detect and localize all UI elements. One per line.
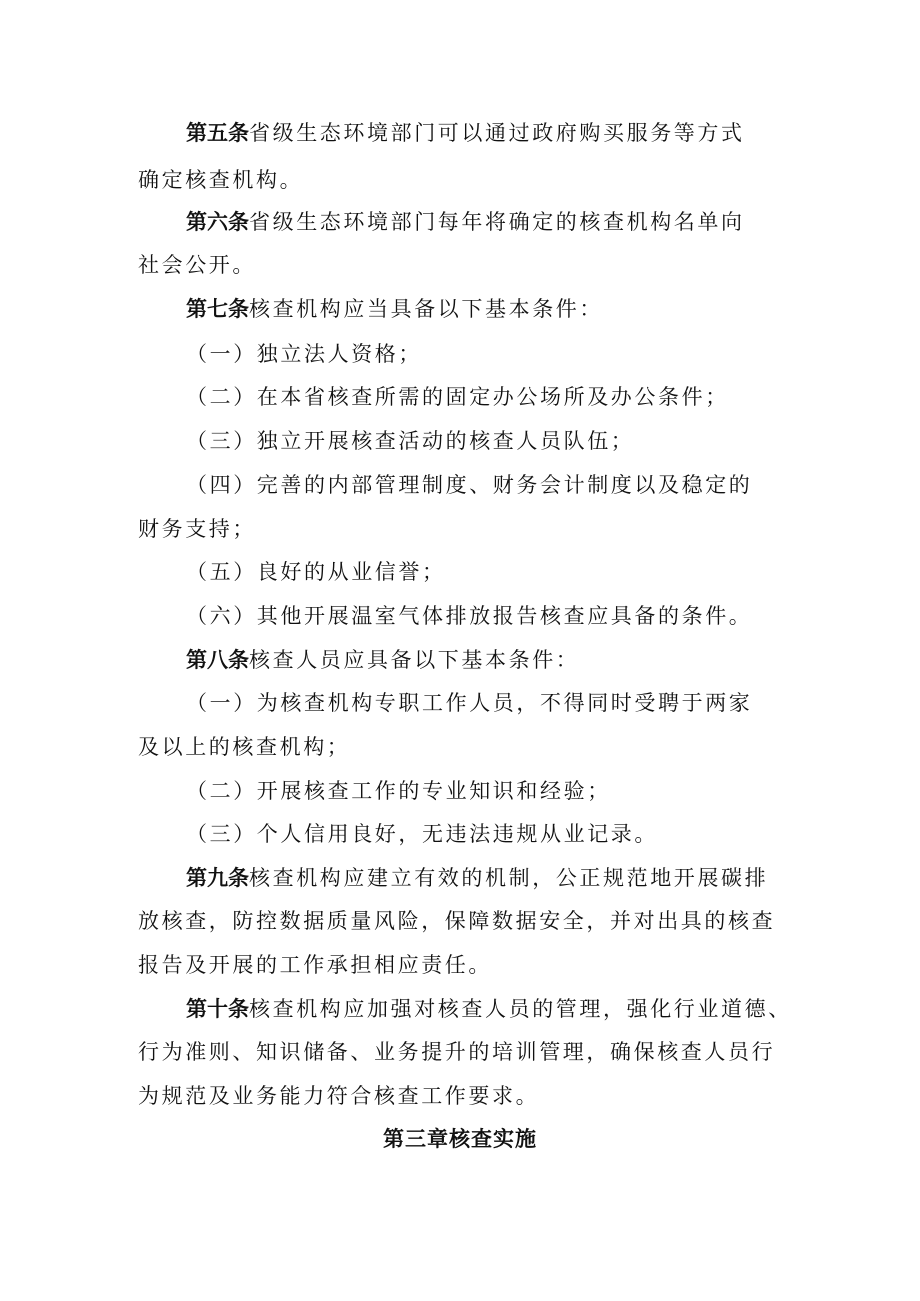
article-7-text: 核查机构应当具备以下基本条件： <box>249 297 603 321</box>
article-7-line-1 <box>186 294 826 324</box>
article-7-item-4: （四）完善的内部管理制度、财务会计制度以及稳定的 <box>186 473 753 497</box>
article-7-item-2: （二）在本省核查所需的固定办公场所及办公条件； <box>186 385 729 409</box>
article-10-line-3: 为规范及业务能力符合核查工作要求。 <box>138 1084 540 1108</box>
article-8-text: 核查人员应具备以下基本条件： <box>249 648 580 672</box>
article-5-line-2: 确定核查机构。 <box>138 168 304 192</box>
article-6-heading: 第六条 <box>186 210 249 234</box>
article-8-line-1 <box>186 645 826 675</box>
article-9-heading: 第九条 <box>186 866 249 890</box>
article-7-item-1: （一）独立法人资格； <box>186 342 422 366</box>
article-6-text: 省级生态环境部门每年将确定的核查机构名单向 <box>249 210 745 234</box>
article-8-heading: 第八条 <box>186 648 249 672</box>
article-10-line-2: 行为准则、知识储备、业务提升的培训管理，确保核查人员行 <box>138 1040 776 1064</box>
article-6-line-1 <box>186 207 826 237</box>
article-8-item-2: （二）开展核查工作的专业知识和经验； <box>186 779 611 803</box>
article-9-line-2: 放核查，防控数据质量风险，保障数据安全，并对出具的核查 <box>138 909 776 933</box>
article-10-text: 核查机构应加强对核查人员的管理，强化行业道德、 <box>249 997 792 1021</box>
article-5-line-1 <box>186 118 826 148</box>
article-5-heading: 第五条 <box>186 121 249 145</box>
article-8-item-3: （三）个人信用良好，无违法违规从业记录。 <box>186 822 658 846</box>
article-9-line-3: 报告及开展的工作承担相应责任。 <box>138 953 492 977</box>
article-8-item-1: （一）为核查机构专职工作人员，不得同时受聘于两家 <box>186 691 753 715</box>
article-7-item-5: （五）良好的从业信誉； <box>186 560 446 584</box>
chapter-3-heading: 第三章核查实施 <box>383 1127 537 1151</box>
article-7-item-3: （三）独立开展核查活动的核查人员队伍； <box>186 429 635 453</box>
article-10-line-1 <box>186 994 826 1024</box>
article-5-text: 省级生态环境部门可以通过政府购买服务等方式 <box>249 121 745 145</box>
article-9-text: 核查机构应建立有效的机制，公正规范地开展碳排 <box>249 866 769 890</box>
article-10-heading: 第十条 <box>186 997 249 1021</box>
article-7-heading: 第七条 <box>186 297 249 321</box>
article-6-line-2: 社会公开。 <box>138 253 256 277</box>
article-8-item-1-cont: 及以上的核查机构； <box>138 735 351 759</box>
article-7-item-4-cont: 财务支持； <box>138 517 256 541</box>
article-7-item-6: （六）其他开展温室气体排放报告核查应具备的条件。 <box>186 604 753 628</box>
article-9-line-1 <box>186 863 826 893</box>
